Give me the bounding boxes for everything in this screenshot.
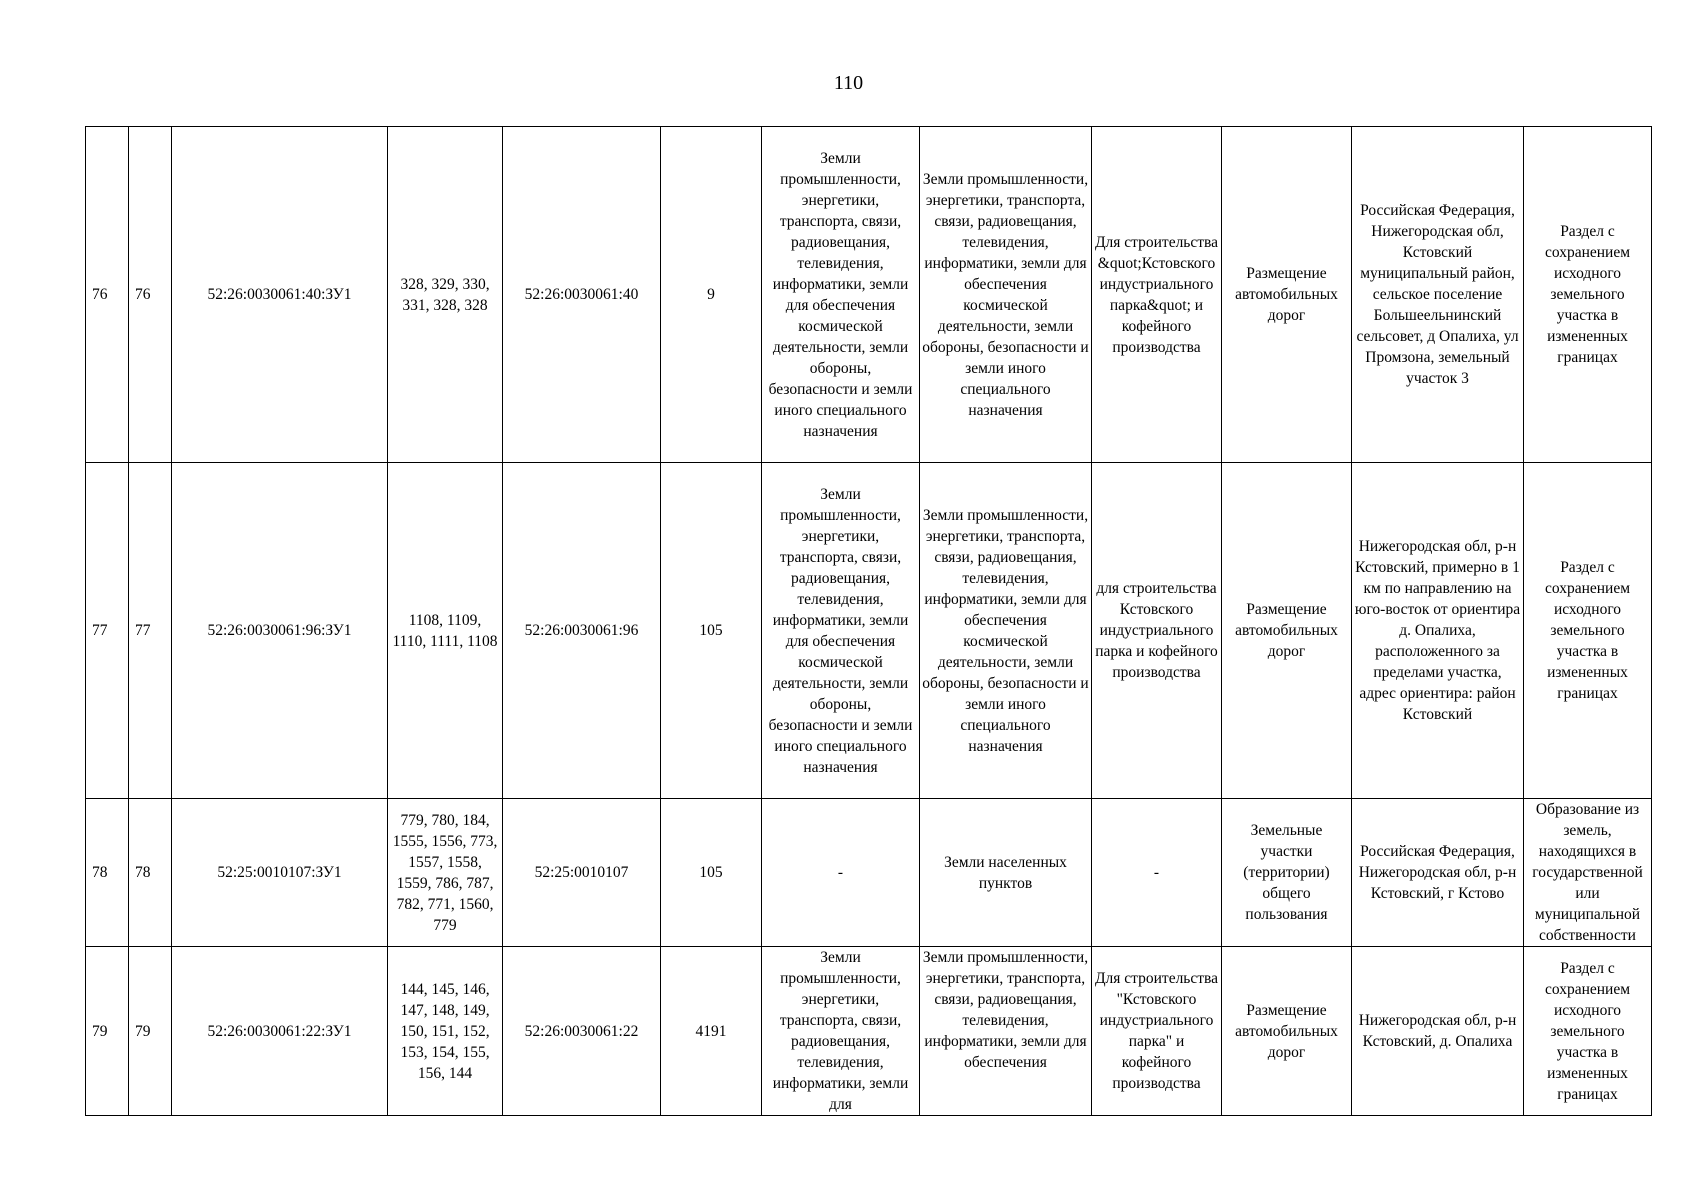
area-cell: 105: [661, 463, 762, 799]
row-index-cell: 79: [86, 947, 129, 1116]
permitted-use-after-cell: Размещение автомобильных дорог: [1222, 463, 1352, 799]
permitted-use-before-cell: -: [1092, 799, 1222, 947]
row-index-cell: 76: [86, 127, 129, 463]
category-before-cell: Земли промышленности, энергетики, транспорта, связи, радиовещания, телевидения, информатики, земли для обеспечения космической деятельности, земли обороны, безопасности и земли иного специального назначения: [762, 463, 920, 799]
category-before-cell: Земли промышленности, энергетики, транспорта, связи, радиовещания, телевидения, информатики, земли для обеспечения космической деятельности, земли обороны, безопасности и земли иного специального назначения: [762, 127, 920, 463]
plot-index-cell: 76: [129, 127, 172, 463]
category-after-cell: Земли промышленности, энергетики, транспорта, связи, радиовещания, телевидения, информатики, земли для обеспечения космической деятельности, земли обороны, безопасности и земли иного специального назначения: [920, 127, 1092, 463]
source-plot-number-cell: 52:26:0030061:96: [503, 463, 661, 799]
plot-index-cell: 78: [129, 799, 172, 947]
category-after-cell: Земли промышленности, энергетики, транспорта, связи, радиовещания, телевидения, информатики, земли для обеспечения: [920, 947, 1092, 1116]
area-cell: 4191: [661, 947, 762, 1116]
new-plot-number-cell: 52:25:0010107:ЗУ1: [172, 799, 388, 947]
table-row: [86, 127, 1652, 463]
row-index-cell: 78: [86, 799, 129, 947]
plot-index-cell: 77: [129, 463, 172, 799]
land-plots-table: [85, 126, 1652, 1116]
category-before-cell: Земли промышленности, энергетики, транспорта, связи, радиовещания, телевидения, информатики, земли для: [762, 947, 920, 1116]
source-plot-number-cell: 52:26:0030061:40: [503, 127, 661, 463]
table-row: [86, 463, 1652, 799]
category-after-cell: Земли населенных пунктов: [920, 799, 1092, 947]
permitted-use-after-cell: Размещение автомобильных дорог: [1222, 947, 1352, 1116]
area-cell: 105: [661, 799, 762, 947]
permitted-use-after-cell: Земельные участки (территории) общего пользования: [1222, 799, 1352, 947]
address-cell: Российская Федерация, Нижегородская обл, р-н Кстовский, г Кстово: [1352, 799, 1524, 947]
source-plot-number-cell: 52:26:0030061:22: [503, 947, 661, 1116]
boundary-points-cell: 1108, 1109, 1110, 1111, 1108: [388, 463, 503, 799]
formation-method-cell: Раздел с сохранением исходного земельного участка в измененных границах: [1524, 463, 1652, 799]
address-cell: Нижегородская обл, р-н Кстовский, д. Опалиха: [1352, 947, 1524, 1116]
formation-method-cell: Раздел с сохранением исходного земельного участка в измененных границах: [1524, 947, 1652, 1116]
source-plot-number-cell: 52:25:0010107: [503, 799, 661, 947]
permitted-use-before-cell: для строительства Кстовского индустриального парка и кофейного производства: [1092, 463, 1222, 799]
formation-method-cell: Образование из земель, находящихся в государственной или муниципальной собственности: [1524, 799, 1652, 947]
boundary-points-cell: 144, 145, 146, 147, 148, 149, 150, 151, 152, 153, 154, 155, 156, 144: [388, 947, 503, 1116]
new-plot-number-cell: 52:26:0030061:96:ЗУ1: [172, 463, 388, 799]
category-before-cell: -: [762, 799, 920, 947]
formation-method-cell: Раздел с сохранением исходного земельного участка в измененных границах: [1524, 127, 1652, 463]
area-cell: 9: [661, 127, 762, 463]
permitted-use-before-cell: Для строительства "Кстовского индустриального парка" и кофейного производства: [1092, 947, 1222, 1116]
page-number: 110: [833, 72, 864, 94]
permitted-use-before-cell: Для строительства &quot;Кстовского индустриального парка&quot; и кофейного производства: [1092, 127, 1222, 463]
permitted-use-after-cell: Размещение автомобильных дорог: [1222, 127, 1352, 463]
address-cell: Российская Федерация, Нижегородская обл, Кстовский муниципальный район, сельское поселение Большеельнинский сельсовет, д Опалиха, ул Промзона, земельный участок 3: [1352, 127, 1524, 463]
boundary-points-cell: 779, 780, 184, 1555, 1556, 773, 1557, 1558, 1559, 786, 787, 782, 771, 1560, 779: [388, 799, 503, 947]
plot-index-cell: 79: [129, 947, 172, 1116]
table-row: [86, 947, 1652, 1116]
table-row: [86, 799, 1652, 947]
address-cell: Нижегородская обл, р-н Кстовский, примерно в 1 км по направлению на юго-восток от ориентира д. Опалиха, расположенного за пределами участка, адрес ориентира: район Кстовский: [1352, 463, 1524, 799]
category-after-cell: Земли промышленности, энергетики, транспорта, связи, радиовещания, телевидения, информатики, земли для обеспечения космической деятельности, земли обороны, безопасности и земли иного специального назначения: [920, 463, 1092, 799]
new-plot-number-cell: 52:26:0030061:22:ЗУ1: [172, 947, 388, 1116]
row-index-cell: 77: [86, 463, 129, 799]
boundary-points-cell: 328, 329, 330, 331, 328, 328: [388, 127, 503, 463]
new-plot-number-cell: 52:26:0030061:40:ЗУ1: [172, 127, 388, 463]
